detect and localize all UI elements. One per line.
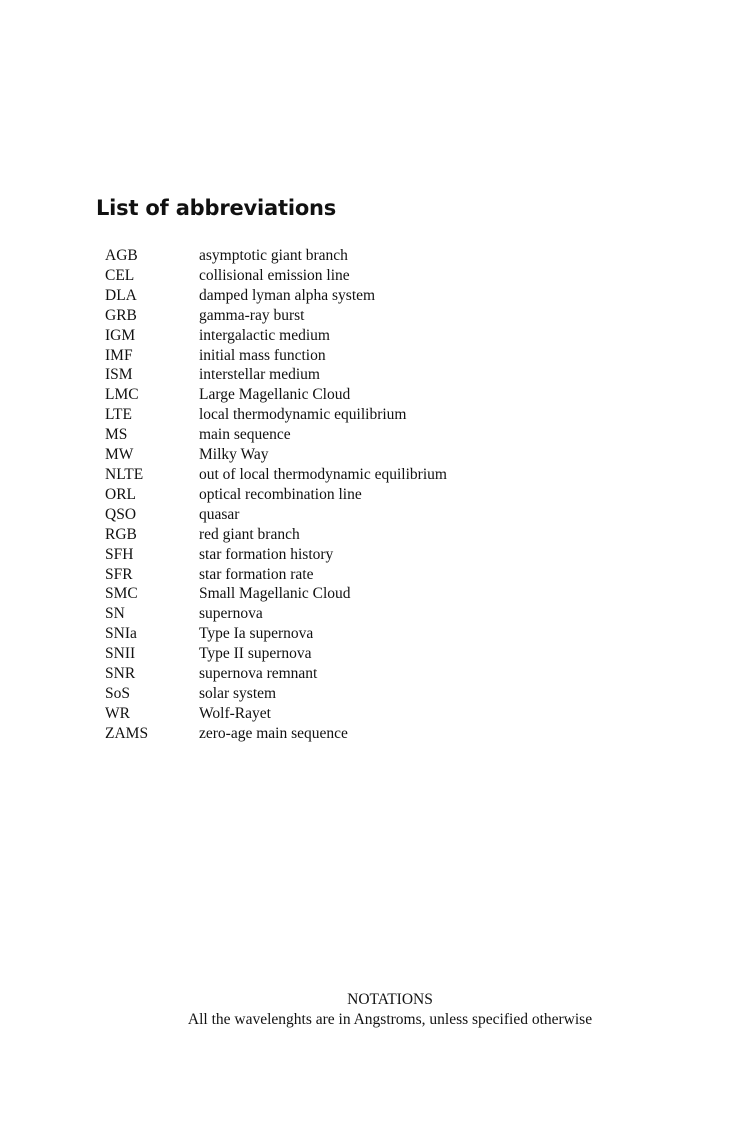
abbreviation-code: SNR bbox=[105, 665, 136, 683]
abbreviation-meaning: quasar bbox=[199, 505, 240, 523]
abbreviation-meaning: star formation rate bbox=[199, 565, 314, 583]
abbreviation-row bbox=[105, 286, 447, 306]
abbreviation-row bbox=[105, 525, 447, 545]
abbreviation-row bbox=[105, 624, 447, 644]
abbreviation-code: ISM bbox=[105, 366, 133, 384]
abbreviation-meaning: Type Ia supernova bbox=[199, 625, 314, 643]
abbreviation-meaning: initial mass function bbox=[199, 346, 326, 364]
abbreviation-meaning: interstellar medium bbox=[199, 366, 320, 384]
abbreviation-code: WR bbox=[105, 704, 130, 722]
abbreviation-code: IMF bbox=[105, 346, 133, 364]
abbreviation-code: IGM bbox=[105, 326, 136, 344]
notations-title: NOTATIONS bbox=[347, 991, 433, 1008]
abbreviation-row bbox=[105, 485, 447, 505]
abbreviation-meaning: supernova bbox=[199, 605, 263, 623]
abbreviation-row bbox=[105, 326, 447, 346]
abbreviation-code: SN bbox=[105, 605, 125, 623]
abbreviation-row bbox=[105, 445, 447, 465]
abbreviation-meaning: supernova remnant bbox=[199, 665, 318, 683]
abbreviation-list bbox=[105, 246, 447, 744]
abbreviation-meaning: out of local thermodynamic equilibrium bbox=[199, 465, 447, 483]
abbreviation-row bbox=[105, 425, 447, 445]
abbreviation-meaning: Wolf-Rayet bbox=[199, 704, 271, 722]
abbreviation-meaning: collisional emission line bbox=[199, 266, 350, 284]
abbreviation-row bbox=[105, 505, 447, 525]
abbreviation-meaning: local thermodynamic equilibrium bbox=[199, 406, 407, 424]
abbreviation-row bbox=[105, 704, 447, 724]
page-title: List of abbreviations bbox=[96, 196, 337, 220]
abbreviation-row bbox=[105, 306, 447, 326]
abbreviation-code: SoS bbox=[105, 684, 130, 702]
abbreviation-code: LMC bbox=[105, 386, 139, 404]
abbreviation-code: AGB bbox=[105, 247, 138, 264]
abbreviation-code: SFR bbox=[105, 565, 133, 583]
abbreviation-code: SNII bbox=[105, 645, 136, 663]
abbreviation-code: ZAMS bbox=[105, 724, 149, 742]
abbreviation-code: SNIa bbox=[105, 625, 137, 643]
abbreviation-meaning: gamma-ray burst bbox=[199, 306, 305, 324]
abbreviation-code: NLTE bbox=[105, 465, 144, 483]
abbreviation-row bbox=[105, 385, 447, 405]
abbreviation-code: GRB bbox=[105, 306, 137, 324]
abbreviation-row bbox=[105, 365, 447, 385]
abbreviation-row bbox=[105, 644, 447, 664]
abbreviation-code: QSO bbox=[105, 505, 137, 523]
abbreviation-code: LTE bbox=[105, 406, 132, 424]
abbreviation-code: DLA bbox=[105, 286, 137, 304]
abbreviation-meaning: solar system bbox=[199, 684, 277, 702]
abbreviation-meaning: Small Magellanic Cloud bbox=[199, 585, 351, 603]
abbreviation-code: SMC bbox=[105, 585, 138, 603]
abbreviation-meaning: star formation history bbox=[199, 545, 334, 563]
abbreviation-row bbox=[105, 545, 447, 565]
abbreviation-code: CEL bbox=[105, 266, 135, 284]
abbreviation-code: SFH bbox=[105, 545, 134, 563]
abbreviation-meaning: zero-age main sequence bbox=[199, 724, 348, 742]
abbreviation-row bbox=[105, 664, 447, 684]
abbreviation-meaning: Large Magellanic Cloud bbox=[199, 386, 351, 404]
notations-section bbox=[0, 990, 756, 1030]
abbreviation-row bbox=[105, 266, 447, 286]
abbreviation-meaning: optical recombination line bbox=[199, 485, 362, 503]
notations-text: All the wavelenghts are in Angstroms, unless specified otherwise bbox=[187, 1011, 593, 1028]
abbreviation-meaning: Milky Way bbox=[199, 446, 269, 464]
abbreviation-row bbox=[105, 465, 447, 485]
abbreviation-meaning: red giant branch bbox=[199, 525, 300, 543]
abbreviation-row bbox=[105, 405, 447, 425]
abbreviation-row bbox=[105, 246, 447, 266]
abbreviation-code: ORL bbox=[105, 485, 136, 503]
abbreviation-meaning: intergalactic medium bbox=[199, 326, 330, 344]
abbreviation-meaning: Type II supernova bbox=[199, 645, 312, 663]
abbreviation-row bbox=[105, 346, 447, 366]
abbreviation-row bbox=[105, 565, 447, 585]
abbreviation-row bbox=[105, 724, 447, 744]
abbreviation-row bbox=[105, 584, 447, 604]
abbreviation-meaning: main sequence bbox=[199, 426, 291, 444]
abbreviation-code: RGB bbox=[105, 525, 137, 543]
abbreviation-code: MS bbox=[105, 426, 128, 444]
abbreviation-row bbox=[105, 684, 447, 704]
abbreviation-meaning: damped lyman alpha system bbox=[199, 286, 376, 304]
abbreviation-meaning: asymptotic giant branch bbox=[199, 247, 348, 264]
abbreviation-code: MW bbox=[105, 446, 134, 464]
abbreviation-row bbox=[105, 604, 447, 624]
